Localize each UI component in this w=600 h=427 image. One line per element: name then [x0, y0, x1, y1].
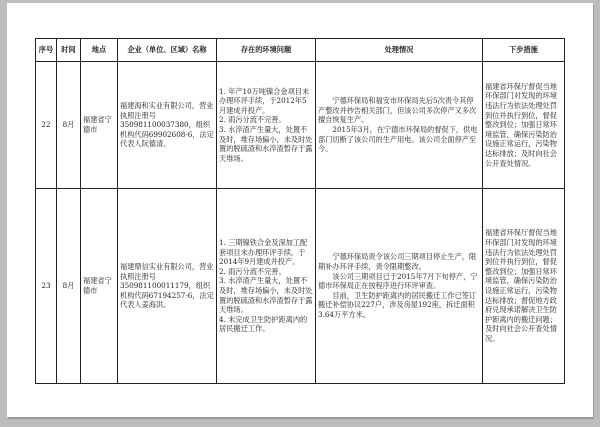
cell-location: 福建省宁德市 — [81, 62, 118, 189]
cell-seq: 23 — [36, 189, 57, 384]
header-next-steps: 下步措施 — [483, 39, 565, 62]
issue-item: 4. 未完成卫生防护距离内的居民搬迁工作。 — [219, 314, 308, 334]
cell-company: 福建海和实业有限公司，营业执照注册号350981100037380，组织机构代码69902608-6，法定代表人阮德清。 — [118, 62, 217, 189]
handling-paragraph: 宁德环保局和福安市环保局先后5次责令其停产整改并抄告相关部门，但该公司多次停产又多次擅自恢复生产。 — [318, 96, 477, 125]
handling-paragraph: 该公司三期项目已于2015年7月下旬停产，宁德市环保局正在按程序进行环评审查。 — [318, 271, 478, 291]
issue-item: 1. 年产10万吨镍合金项目未办理环评手续，于2012年5月建成并投产。 — [219, 86, 310, 115]
cell-time: 8月 — [57, 189, 81, 384]
table-row — [36, 62, 565, 189]
cell-location: 福建省宁德市 — [81, 189, 118, 384]
issue-item: 2. 雨污分流不完善。 — [219, 266, 286, 276]
table-row — [36, 189, 565, 384]
issue-item: 3. 水淬渣产生量大，处置不及时，堆存场偏小，未及时处置的脱硫渣和水淬渣暂存于露天堆场。 — [219, 125, 313, 163]
handling-paragraph: 2015年3月，在宁德市环保局的督促下，供电部门切断了该公司的生产用电。该公司全面停产至今。 — [318, 125, 478, 154]
header-handling: 处理情况 — [316, 39, 483, 62]
issue-item: 1. 三期镍铁合金及深加工配套项目未办理环评手续，于2014年9月建成并投产。 — [219, 238, 308, 267]
header-seq: 序号 — [36, 39, 57, 62]
cell-next-steps: 福建省环保厅督促当地环保部门对发现的环境违法行为依法处理处罚到位并执行到位，督促整改到位；加强日常环境监管，确保污染防治设施正常运行，污染物达标排放；督促地方政府兑现承诺解决卫生防护距离内的搬迁问题；及时向社会公开查处情况。 — [483, 189, 565, 384]
table-header-row — [36, 39, 565, 62]
cell-handling — [316, 62, 483, 189]
header-issues: 存在的环境问题 — [217, 39, 316, 62]
cell-issues — [217, 62, 316, 189]
header-location: 地点 — [81, 39, 118, 62]
environmental-issues-table — [35, 38, 565, 384]
issue-item: 2. 雨污分流不完善。 — [219, 115, 286, 125]
cell-time: 8月 — [57, 62, 81, 189]
cell-issues — [217, 189, 316, 384]
header-time: 时间 — [57, 39, 81, 62]
handling-paragraph: 宁德环保局责令该公司三期项目停止生产，限期补办环评手续，责令限期整改。 — [318, 252, 477, 272]
cell-next-steps: 福建省环保厅督促当地环保部门对发现的环境违法行为依法处理处罚到位并执行到位，督促整改到位；加强日常环境监管，确保污染防治设施正常运行，污染物达标排放；及时向社会公开查处情况。 — [483, 62, 565, 189]
document-page — [7, 3, 593, 417]
header-company: 企业（单位、区域）名称 — [118, 39, 217, 62]
cell-handling — [316, 189, 483, 384]
issue-item: 3. 水淬渣产生量大，处置不及时，堆存场偏小，未及时处置的脱硫渣和水淬渣暂存于露天堆场。 — [219, 276, 313, 315]
cell-seq: 22 — [36, 62, 57, 189]
cell-company: 福建鼎信实业有限公司，营业执照注册号350981100011179，组织机构代码67194257-6，法定代表人姜海洪。 — [118, 189, 217, 384]
handling-paragraph: 目前，卫生防护距离内的居民搬迁工作已签订搬迁补偿协议227户，涉及房屋192座，拆迁面积3.64万平方米。 — [318, 290, 477, 319]
